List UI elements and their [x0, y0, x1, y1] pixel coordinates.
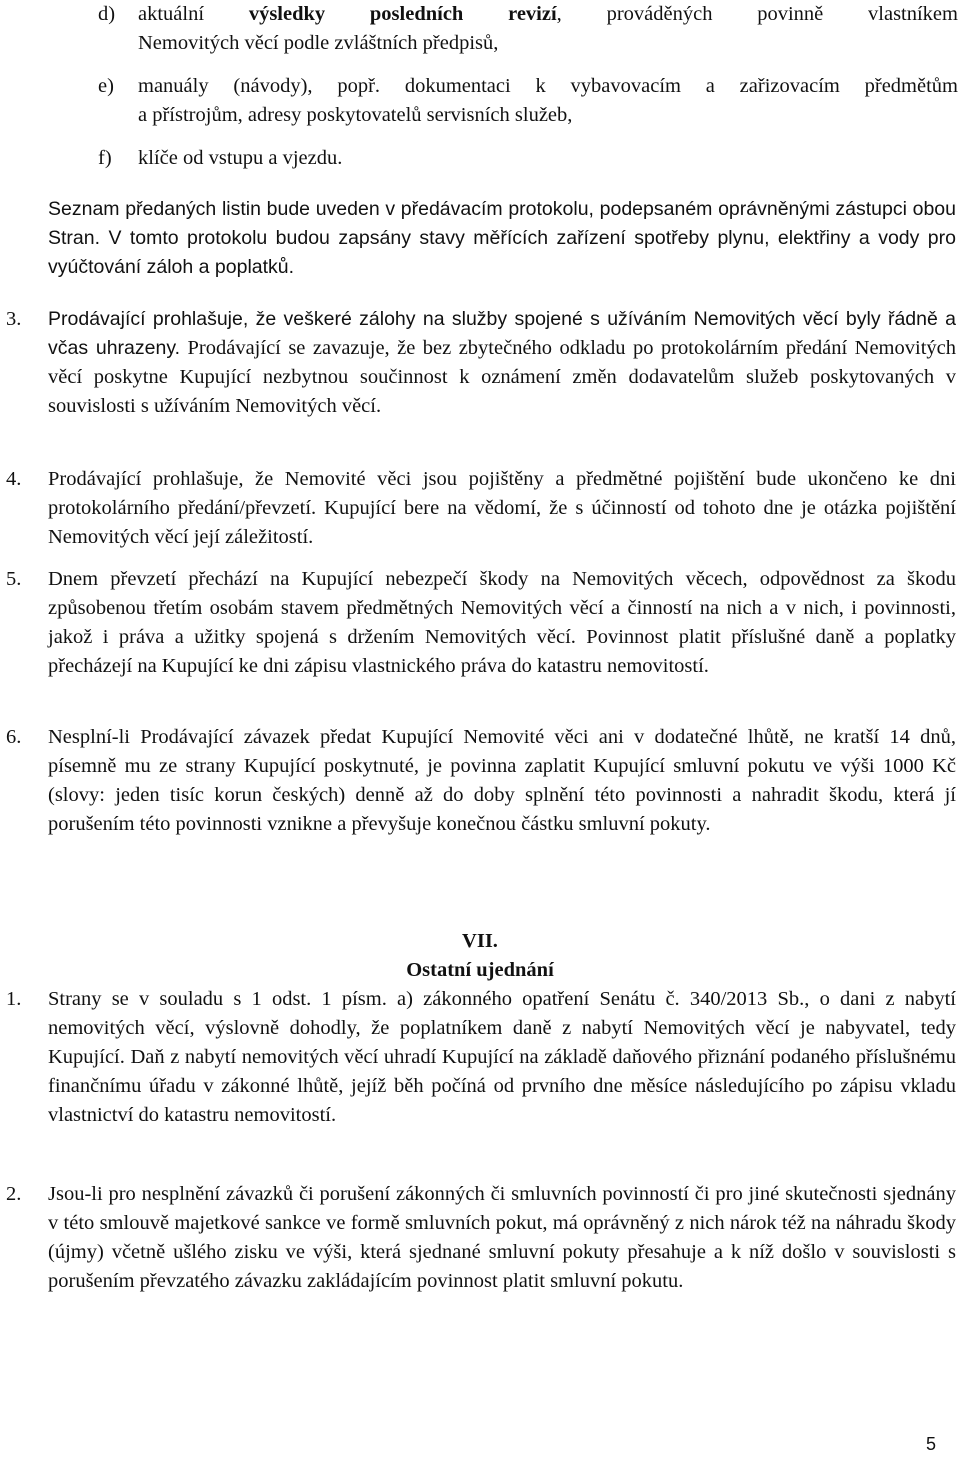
list-item-d	[98, 0, 958, 58]
paragraph-text: Prodávající prohlašuje, že veškeré zálohy na služby spojené s užíváním Nemovitých věcí byly řádně a včas uhrazeny. Prodávající se zavazuje, že bez zbytečného odkladu po protokolárním předání Nemovitých věcí poskytne Kupující nezbytnou součinnost k oznámení změn dodavatelům služeb poskytovaných v souvislosti s užíváním Nemovitých věcí.	[48, 308, 956, 417]
paragraph-text: Strany se v souladu s 1 odst. 1 písm. a) zákonného opatření Senátu č. 340/2013 Sb., o dani z nabytí nemovitých věcí, výslovně dohodly, že poplatníkem daně z nabytí Nemovitých věcí je nabyvatel, tedy Kupující. Daň z nabytí nemovitých věcí uhradí Kupující na základě daňového přiznání podaného příslušnému finančnímu úřadu v zákonné lhůtě, jejíž běh počíná od prvního dne měsíce následujícího po zápisu vkladu vlastnictví do katastru nemovitostí.	[48, 988, 956, 1126]
paragraph-text: Nesplní-li Prodávající závazek předat Kupující Nemovité věci ani v dodatečné lhůtě, ne kratší 14 dnů, písemně mu ze strany Kupující poskytnuté, je povinna zaplatit Kupující smluvní pokutu ve výši 1000 Kč (slovy: jeden tisíc korun českých) denně až do doby splnění této povinnosti a nahradit škodu, která jí porušením této povinnosti vznikne a převyšuje konečnou částku smluvní pokuty.	[48, 726, 956, 835]
item-text: aktuální výsledky posledních revizí, prováděných povinně vlastníkem Nemovitých věcí podle zvláštních předpisů,	[138, 3, 958, 54]
item-label: e)	[98, 75, 114, 97]
item-label: d)	[98, 3, 116, 25]
paragraph-number: 1.	[6, 988, 22, 1010]
paragraph-number: 4.	[6, 468, 22, 490]
list-item-e	[98, 72, 958, 130]
paragraph-6	[6, 723, 956, 839]
paragraph-4	[6, 465, 956, 552]
section-paragraph-2	[6, 1180, 956, 1296]
paragraph-number: 6.	[6, 726, 22, 748]
list-note: Seznam předaných listin bude uveden v předávacím protokolu, podepsaném oprávněnými zástupci obou Stran. V tomto protokolu budou zapsány stavy měřících zařízení spotřeby plynu, elektřiny a vody pro vyúčtování záloh a poplatků.	[48, 198, 956, 278]
list-item-f	[98, 144, 958, 173]
paragraph-3	[6, 305, 956, 421]
paragraph-text: Prodávající prohlašuje, že Nemovité věci jsou pojištěny a předmětné pojištění bude ukončeno ke dni protokolárního předání/převzetí. Kupující bere na vědomí, že s účinností od tohoto dne je otázka pojištění Nemovitých věcí její záležitostí.	[48, 468, 956, 548]
paragraph-text: Dnem převzetí přechází na Kupující nebezpečí škody na Nemovitých věcech, odpovědnost za škodu způsobenou třetím osobám stavem předmětných Nemovitých věcí a činností na nich a v nich, i povinnosti, jakož i práva a užitky spojená s držením Nemovitých věcí. Povinnost platit příslušné daně a poplatky přecházejí na Kupující ke dni zápisu vlastnického práva do katastru nemovitostí.	[48, 568, 956, 677]
page-number: 5	[925, 1434, 936, 1454]
section-number: VII.	[462, 930, 498, 952]
paragraph-number: 3.	[6, 308, 22, 330]
paragraph-text: Jsou-li pro nesplnění závazků či porušení zákonných či smluvních povinností či pro jiné skutečnosti sjednány v této smlouvě majetkové sankce ve formě smluvních pokut, má oprávněný z nich nárok též na náhradu škody (újmy) včetně ušlého zisku ve výši, která sjednané smluvní pokuty přesahuje a k níž došlo v souvislosti s porušením převzatého závazku zakládajícím povinnost platit smluvní pokutu.	[48, 1183, 956, 1292]
item-label: f)	[98, 147, 112, 169]
bold-phrase: výsledky posledních revizí	[248, 3, 557, 25]
paragraph-number: 5.	[6, 568, 22, 590]
item-text: manuály (návody), popř. dokumentaci k vybavovacím a zařizovacím předmětům a přístrojům, adresy poskytovatelů servisních služeb,	[138, 75, 958, 126]
item-text: klíče od vstupu a vjezdu.	[138, 147, 343, 169]
section-title: Ostatní ujednání	[406, 959, 554, 981]
section-paragraph-1	[6, 985, 956, 1130]
paragraph-5	[6, 565, 956, 681]
paragraph-number: 2.	[6, 1183, 22, 1205]
